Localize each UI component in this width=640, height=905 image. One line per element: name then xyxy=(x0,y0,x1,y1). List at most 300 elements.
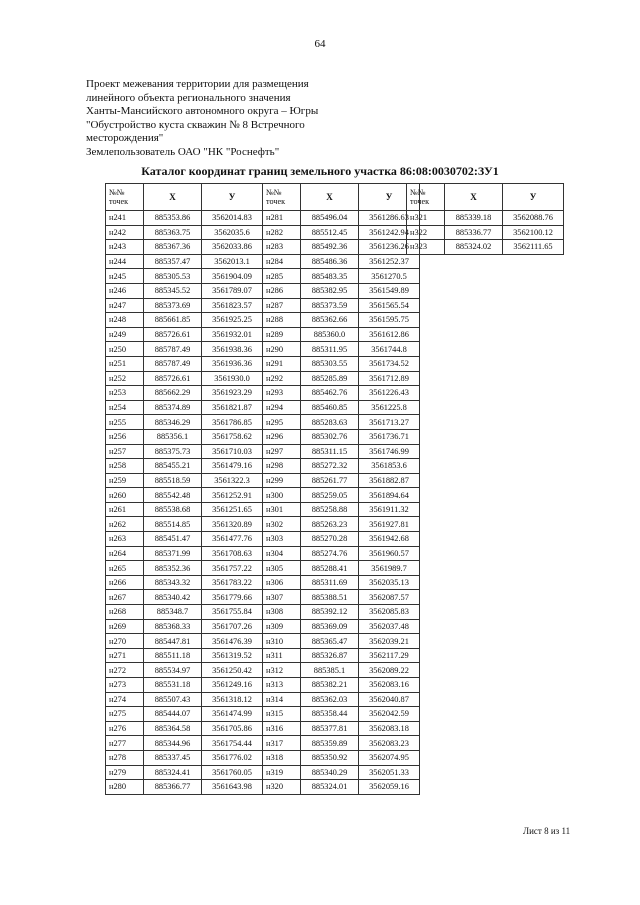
table-row xyxy=(106,283,263,298)
point-id-cell: н306 xyxy=(263,575,301,590)
x-coordinate-cell: 885514.85 xyxy=(144,517,202,532)
table-row xyxy=(106,415,263,430)
y-coordinate-cell: 3561236.26 xyxy=(359,240,420,255)
point-id-cell: н305 xyxy=(263,561,301,576)
header-line: линейного объекта регионального значения xyxy=(86,91,291,104)
table-row xyxy=(263,678,420,693)
y-coordinate-cell: 3561927.81 xyxy=(359,517,420,532)
point-id-cell: н261 xyxy=(106,502,144,517)
point-id-cell: н286 xyxy=(263,283,301,298)
point-id-cell: н304 xyxy=(263,546,301,561)
point-id-cell: н263 xyxy=(106,532,144,547)
y-coordinate-cell: 3561760.05 xyxy=(202,765,263,780)
x-coordinate-cell: 885364.58 xyxy=(144,721,202,736)
project-header xyxy=(86,78,318,159)
x-coordinate-cell: 885274.76 xyxy=(301,546,359,561)
x-coordinate-cell: 885348.7 xyxy=(144,605,202,620)
table-row xyxy=(263,736,420,751)
table-row xyxy=(263,561,420,576)
point-id-cell: н310 xyxy=(263,634,301,649)
table-row xyxy=(106,211,263,226)
coordinates-table-block-3 xyxy=(406,183,564,255)
point-id-cell: н323 xyxy=(407,240,445,255)
point-column-header: №№ точек xyxy=(407,184,445,211)
x-coordinate-cell: 885311.95 xyxy=(301,342,359,357)
point-id-cell: н294 xyxy=(263,400,301,415)
point-id-cell: н302 xyxy=(263,517,301,532)
x-coordinate-cell: 885357.47 xyxy=(144,254,202,269)
x-coordinate-cell: 885302.76 xyxy=(301,429,359,444)
table-row xyxy=(263,619,420,634)
table-row xyxy=(106,488,263,503)
y-coordinate-cell: 3561286.63 xyxy=(359,211,420,226)
point-id-cell: н298 xyxy=(263,459,301,474)
y-coordinate-cell: 3562085.83 xyxy=(359,605,420,620)
table-row xyxy=(263,707,420,722)
x-coordinate-cell: 885367.36 xyxy=(144,240,202,255)
x-coordinate-cell: 885460.85 xyxy=(301,400,359,415)
y-coordinate-cell: 3561942.68 xyxy=(359,532,420,547)
y-coordinate-cell: 3561789.07 xyxy=(202,283,263,298)
x-column-header: X xyxy=(445,184,503,211)
header-line: Ханты-Мансийского автономного округа – Югры xyxy=(86,105,319,117)
y-coordinate-cell: 3562039.21 xyxy=(359,634,420,649)
point-id-cell: н241 xyxy=(106,211,144,226)
x-coordinate-cell: 885377.81 xyxy=(301,721,359,736)
y-coordinate-cell: 3561783.22 xyxy=(202,575,263,590)
y-coordinate-cell: 3561320.89 xyxy=(202,517,263,532)
table-row xyxy=(407,240,564,255)
table-row xyxy=(263,386,420,401)
y-coordinate-cell: 3562051.33 xyxy=(359,765,420,780)
table-row xyxy=(106,721,263,736)
point-id-cell: н258 xyxy=(106,459,144,474)
table-row xyxy=(106,371,263,386)
point-id-cell: н292 xyxy=(263,371,301,386)
y-coordinate-cell: 3561821.87 xyxy=(202,400,263,415)
y-coordinate-cell: 3561853.6 xyxy=(359,459,420,474)
x-coordinate-cell: 885344.96 xyxy=(144,736,202,751)
x-coordinate-cell: 885392.12 xyxy=(301,605,359,620)
point-id-cell: н264 xyxy=(106,546,144,561)
y-coordinate-cell: 3561705.86 xyxy=(202,721,263,736)
x-coordinate-cell: 885538.68 xyxy=(144,502,202,517)
point-id-cell: н260 xyxy=(106,488,144,503)
point-id-cell: н290 xyxy=(263,342,301,357)
y-coordinate-cell: 3561713.27 xyxy=(359,415,420,430)
x-coordinate-cell: 885512.45 xyxy=(301,225,359,240)
y-coordinate-cell: 3561923.29 xyxy=(202,386,263,401)
x-coordinate-cell: 885343.32 xyxy=(144,575,202,590)
point-id-cell: н285 xyxy=(263,269,301,284)
table-row xyxy=(263,400,420,415)
table-row xyxy=(263,459,420,474)
table-row xyxy=(263,780,420,795)
y-coordinate-cell: 3562083.18 xyxy=(359,721,420,736)
table-row xyxy=(263,575,420,590)
x-coordinate-cell: 885534.97 xyxy=(144,663,202,678)
point-id-cell: н308 xyxy=(263,605,301,620)
y-coordinate-cell: 3561754.44 xyxy=(202,736,263,751)
table-row xyxy=(263,415,420,430)
x-coordinate-cell: 885270.28 xyxy=(301,532,359,547)
table-row xyxy=(263,692,420,707)
x-coordinate-cell: 885366.77 xyxy=(144,780,202,795)
x-coordinate-cell: 885531.18 xyxy=(144,678,202,693)
point-id-cell: н242 xyxy=(106,225,144,240)
point-id-cell: н295 xyxy=(263,415,301,430)
x-coordinate-cell: 885373.69 xyxy=(144,298,202,313)
table-row xyxy=(106,692,263,707)
y-coordinate-cell: 3561894.64 xyxy=(359,488,420,503)
table-row xyxy=(106,429,263,444)
y-coordinate-cell: 3561904.09 xyxy=(202,269,263,284)
table-row xyxy=(263,298,420,313)
point-id-cell: н307 xyxy=(263,590,301,605)
y-coordinate-cell: 3561746.99 xyxy=(359,444,420,459)
table-row xyxy=(263,590,420,605)
point-id-cell: н284 xyxy=(263,254,301,269)
table-row xyxy=(106,780,263,795)
point-id-cell: н320 xyxy=(263,780,301,795)
x-coordinate-cell: 885353.86 xyxy=(144,211,202,226)
point-id-cell: н267 xyxy=(106,590,144,605)
point-id-cell: н319 xyxy=(263,765,301,780)
header-line: месторождения" xyxy=(86,132,164,144)
point-id-cell: н254 xyxy=(106,400,144,415)
x-coordinate-cell: 885340.42 xyxy=(144,590,202,605)
catalog-title: Каталог координат границ земельного участка 86:08:0030702:ЗУ1 xyxy=(141,164,499,178)
y-coordinate-cell: 3561882.87 xyxy=(359,473,420,488)
x-coordinate-cell: 885324.01 xyxy=(301,780,359,795)
table-row xyxy=(263,765,420,780)
x-coordinate-cell: 885374.89 xyxy=(144,400,202,415)
y-coordinate-cell: 3562074.95 xyxy=(359,750,420,765)
page-number: 64 xyxy=(314,38,326,50)
point-id-cell: н315 xyxy=(263,707,301,722)
table-row xyxy=(263,342,420,357)
point-id-cell: н265 xyxy=(106,561,144,576)
table-row xyxy=(106,444,263,459)
x-coordinate-cell: 885324.02 xyxy=(445,240,503,255)
table-row xyxy=(106,327,263,342)
x-coordinate-cell: 885259.05 xyxy=(301,488,359,503)
x-coordinate-cell: 885359.89 xyxy=(301,736,359,751)
table-row xyxy=(263,211,420,226)
point-id-cell: н313 xyxy=(263,678,301,693)
y-coordinate-cell: 3561322.3 xyxy=(202,473,263,488)
x-coordinate-cell: 885375.73 xyxy=(144,444,202,459)
y-coordinate-cell: 3561786.85 xyxy=(202,415,263,430)
point-id-cell: н262 xyxy=(106,517,144,532)
point-id-cell: н282 xyxy=(263,225,301,240)
x-coordinate-cell: 885346.29 xyxy=(144,415,202,430)
table-row xyxy=(263,269,420,284)
point-id-cell: н291 xyxy=(263,356,301,371)
point-id-cell: н283 xyxy=(263,240,301,255)
y-coordinate-cell: 3562035.6 xyxy=(202,225,263,240)
x-coordinate-cell: 885518.59 xyxy=(144,473,202,488)
y-coordinate-cell: 3561477.76 xyxy=(202,532,263,547)
point-id-cell: н281 xyxy=(263,211,301,226)
y-coordinate-cell: 3561251.65 xyxy=(202,502,263,517)
x-coordinate-cell: 885305.53 xyxy=(144,269,202,284)
y-coordinate-cell: 3561270.5 xyxy=(359,269,420,284)
table-row xyxy=(106,619,263,634)
y-column-header: У xyxy=(202,184,263,211)
y-coordinate-cell: 3561612.86 xyxy=(359,327,420,342)
y-coordinate-cell: 3562013.1 xyxy=(202,254,263,269)
point-id-cell: н272 xyxy=(106,663,144,678)
table-header-row xyxy=(263,184,420,211)
y-coordinate-cell: 3561960.57 xyxy=(359,546,420,561)
x-coordinate-cell: 885496.04 xyxy=(301,211,359,226)
y-coordinate-cell: 3561776.02 xyxy=(202,750,263,765)
point-id-cell: н250 xyxy=(106,342,144,357)
x-coordinate-cell: 885350.92 xyxy=(301,750,359,765)
table-row xyxy=(263,605,420,620)
table-row xyxy=(263,546,420,561)
table-row xyxy=(106,678,263,693)
y-coordinate-cell: 3561225.8 xyxy=(359,400,420,415)
x-coordinate-cell: 885462.76 xyxy=(301,386,359,401)
table-row xyxy=(263,313,420,328)
x-coordinate-cell: 885507.43 xyxy=(144,692,202,707)
y-coordinate-cell: 3561565.54 xyxy=(359,298,420,313)
x-coordinate-cell: 885324.41 xyxy=(144,765,202,780)
table-row xyxy=(106,459,263,474)
y-coordinate-cell: 3561736.71 xyxy=(359,429,420,444)
y-coordinate-cell: 3562088.76 xyxy=(503,211,564,226)
x-coordinate-cell: 885373.59 xyxy=(301,298,359,313)
table-row xyxy=(263,429,420,444)
table-row xyxy=(263,225,420,240)
x-coordinate-cell: 885382.95 xyxy=(301,283,359,298)
x-coordinate-cell: 885345.52 xyxy=(144,283,202,298)
x-coordinate-cell: 885363.75 xyxy=(144,225,202,240)
point-id-cell: н249 xyxy=(106,327,144,342)
table-row xyxy=(263,488,420,503)
point-id-cell: н314 xyxy=(263,692,301,707)
y-coordinate-cell: 3561318.12 xyxy=(202,692,263,707)
table-row xyxy=(106,517,263,532)
x-coordinate-cell: 885368.33 xyxy=(144,619,202,634)
header-line: Проект межевания территории для размещения xyxy=(86,78,309,90)
table-row xyxy=(106,473,263,488)
y-coordinate-cell: 3562037.48 xyxy=(359,619,420,634)
point-column-header: №№ точек xyxy=(106,184,144,211)
point-id-cell: н244 xyxy=(106,254,144,269)
table-row xyxy=(106,240,263,255)
y-coordinate-cell: 3561823.57 xyxy=(202,298,263,313)
x-coordinate-cell: 885336.77 xyxy=(445,225,503,240)
y-coordinate-cell: 3562014.83 xyxy=(202,211,263,226)
x-coordinate-cell: 885483.35 xyxy=(301,269,359,284)
table-row xyxy=(106,400,263,415)
x-coordinate-cell: 885726.61 xyxy=(144,371,202,386)
y-coordinate-cell: 3562117.29 xyxy=(359,648,420,663)
y-coordinate-cell: 3562089.22 xyxy=(359,663,420,678)
point-id-cell: н256 xyxy=(106,429,144,444)
x-coordinate-cell: 885356.1 xyxy=(144,429,202,444)
table-row xyxy=(263,517,420,532)
point-id-cell: н251 xyxy=(106,356,144,371)
y-coordinate-cell: 3561252.91 xyxy=(202,488,263,503)
point-id-cell: н296 xyxy=(263,429,301,444)
y-coordinate-cell: 3562040.87 xyxy=(359,692,420,707)
x-coordinate-cell: 885326.87 xyxy=(301,648,359,663)
point-id-cell: н311 xyxy=(263,648,301,663)
point-id-cell: н301 xyxy=(263,502,301,517)
point-id-cell: н300 xyxy=(263,488,301,503)
table-row xyxy=(263,327,420,342)
x-coordinate-cell: 885388.51 xyxy=(301,590,359,605)
point-id-cell: н289 xyxy=(263,327,301,342)
y-column-header: У xyxy=(359,184,420,211)
point-id-cell: н248 xyxy=(106,313,144,328)
point-id-cell: н275 xyxy=(106,707,144,722)
point-id-cell: н274 xyxy=(106,692,144,707)
coordinates-table-block-1 xyxy=(105,183,263,795)
y-coordinate-cell: 3561595.75 xyxy=(359,313,420,328)
table-row xyxy=(263,532,420,547)
table-row xyxy=(263,356,420,371)
point-id-cell: н288 xyxy=(263,313,301,328)
y-coordinate-cell: 3561249.16 xyxy=(202,678,263,693)
table-row xyxy=(263,634,420,649)
table-row xyxy=(263,663,420,678)
x-coordinate-cell: 885272.32 xyxy=(301,459,359,474)
y-coordinate-cell: 3561757.22 xyxy=(202,561,263,576)
y-coordinate-cell: 3562111.65 xyxy=(503,240,564,255)
x-coordinate-cell: 885360.0 xyxy=(301,327,359,342)
table-row xyxy=(106,561,263,576)
y-coordinate-cell: 3561989.7 xyxy=(359,561,420,576)
table-row xyxy=(263,240,420,255)
y-coordinate-cell: 3561242.94 xyxy=(359,225,420,240)
table-row xyxy=(263,254,420,269)
x-coordinate-cell: 885511.18 xyxy=(144,648,202,663)
point-id-cell: н266 xyxy=(106,575,144,590)
x-coordinate-cell: 885787.49 xyxy=(144,342,202,357)
point-id-cell: н253 xyxy=(106,386,144,401)
point-id-cell: н273 xyxy=(106,678,144,693)
x-coordinate-cell: 885455.21 xyxy=(144,459,202,474)
table-row xyxy=(106,707,263,722)
table-row xyxy=(106,313,263,328)
x-coordinate-cell: 885358.44 xyxy=(301,707,359,722)
x-coordinate-cell: 885352.36 xyxy=(144,561,202,576)
table-row xyxy=(106,750,263,765)
table-row xyxy=(106,254,263,269)
point-id-cell: н309 xyxy=(263,619,301,634)
table-row xyxy=(106,386,263,401)
x-coordinate-cell: 885385.1 xyxy=(301,663,359,678)
point-id-cell: н322 xyxy=(407,225,445,240)
x-coordinate-cell: 885261.77 xyxy=(301,473,359,488)
x-coordinate-cell: 885447.81 xyxy=(144,634,202,649)
y-coordinate-cell: 3561758.62 xyxy=(202,429,263,444)
x-coordinate-cell: 885492.36 xyxy=(301,240,359,255)
point-id-cell: н255 xyxy=(106,415,144,430)
x-coordinate-cell: 885263.23 xyxy=(301,517,359,532)
point-id-cell: н321 xyxy=(407,211,445,226)
x-coordinate-cell: 885369.09 xyxy=(301,619,359,634)
table-row xyxy=(263,283,420,298)
point-id-cell: н246 xyxy=(106,283,144,298)
point-id-cell: н276 xyxy=(106,721,144,736)
table-row xyxy=(106,648,263,663)
point-id-cell: н312 xyxy=(263,663,301,678)
point-id-cell: н268 xyxy=(106,605,144,620)
y-coordinate-cell: 3561474.99 xyxy=(202,707,263,722)
y-coordinate-cell: 3561755.84 xyxy=(202,605,263,620)
table-header-row xyxy=(106,184,263,211)
point-id-cell: н259 xyxy=(106,473,144,488)
point-id-cell: н279 xyxy=(106,765,144,780)
y-coordinate-cell: 3561936.36 xyxy=(202,356,263,371)
x-coordinate-cell: 885258.88 xyxy=(301,502,359,517)
y-coordinate-cell: 3561779.66 xyxy=(202,590,263,605)
y-coordinate-cell: 3561252.37 xyxy=(359,254,420,269)
y-coordinate-cell: 3561549.89 xyxy=(359,283,420,298)
point-id-cell: н271 xyxy=(106,648,144,663)
x-column-header: X xyxy=(301,184,359,211)
table-row xyxy=(106,663,263,678)
point-id-cell: н316 xyxy=(263,721,301,736)
table-row xyxy=(263,502,420,517)
y-coordinate-cell: 3562033.86 xyxy=(202,240,263,255)
y-coordinate-cell: 3561479.16 xyxy=(202,459,263,474)
point-id-cell: н293 xyxy=(263,386,301,401)
y-coordinate-cell: 3561643.98 xyxy=(202,780,263,795)
x-coordinate-cell: 885661.85 xyxy=(144,313,202,328)
table-row xyxy=(106,546,263,561)
table-row xyxy=(106,532,263,547)
x-coordinate-cell: 885285.89 xyxy=(301,371,359,386)
point-id-cell: н269 xyxy=(106,619,144,634)
x-coordinate-cell: 885662.29 xyxy=(144,386,202,401)
x-coordinate-cell: 885311.15 xyxy=(301,444,359,459)
point-id-cell: н299 xyxy=(263,473,301,488)
y-column-header: У xyxy=(503,184,564,211)
y-coordinate-cell: 3561734.52 xyxy=(359,356,420,371)
point-column-header: №№ точек xyxy=(263,184,301,211)
y-coordinate-cell: 3562083.23 xyxy=(359,736,420,751)
point-id-cell: н243 xyxy=(106,240,144,255)
point-id-cell: н257 xyxy=(106,444,144,459)
x-coordinate-cell: 885787.49 xyxy=(144,356,202,371)
x-coordinate-cell: 885311.69 xyxy=(301,575,359,590)
x-coordinate-cell: 885444.07 xyxy=(144,707,202,722)
x-coordinate-cell: 885542.48 xyxy=(144,488,202,503)
point-id-cell: н278 xyxy=(106,750,144,765)
y-coordinate-cell: 3561710.03 xyxy=(202,444,263,459)
table-row xyxy=(407,211,564,226)
header-line: Землепользователь ОАО "НК "Роснефть" xyxy=(86,145,280,158)
table-row xyxy=(407,225,564,240)
x-coordinate-cell: 885371.99 xyxy=(144,546,202,561)
x-coordinate-cell: 885486.36 xyxy=(301,254,359,269)
point-id-cell: н318 xyxy=(263,750,301,765)
y-coordinate-cell: 3562100.12 xyxy=(503,225,564,240)
x-coordinate-cell: 885288.41 xyxy=(301,561,359,576)
y-coordinate-cell: 3561930.0 xyxy=(202,371,263,386)
point-id-cell: н252 xyxy=(106,371,144,386)
y-coordinate-cell: 3561932.01 xyxy=(202,327,263,342)
table-row xyxy=(263,721,420,736)
y-coordinate-cell: 3561712.89 xyxy=(359,371,420,386)
